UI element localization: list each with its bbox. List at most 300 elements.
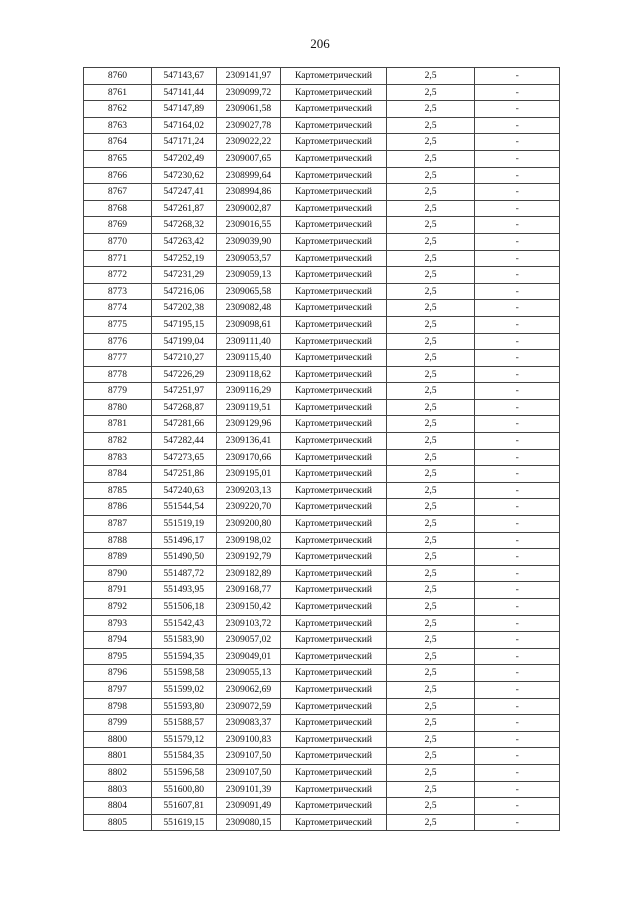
table-row xyxy=(84,383,560,400)
accuracy-cell: 2,5 xyxy=(386,731,475,748)
accuracy-cell: 2,5 xyxy=(386,233,475,250)
point-number-cell: 8801 xyxy=(84,748,152,765)
point-number-cell: 8767 xyxy=(84,184,152,201)
table-row xyxy=(84,250,560,267)
point-number-cell: 8770 xyxy=(84,233,152,250)
y-coordinate-cell: 2309136,41 xyxy=(216,433,281,450)
y-coordinate-cell: 2309022,22 xyxy=(216,134,281,151)
accuracy-cell: 2,5 xyxy=(386,350,475,367)
table-row xyxy=(84,814,560,831)
point-number-cell: 8804 xyxy=(84,798,152,815)
method-cell: Картометрический xyxy=(281,300,386,317)
page-number: 206 xyxy=(310,36,330,51)
note-cell: - xyxy=(475,267,560,284)
method-cell: Картометрический xyxy=(281,250,386,267)
y-coordinate-cell: 2309203,13 xyxy=(216,482,281,499)
x-coordinate-cell: 547141,44 xyxy=(151,84,216,101)
accuracy-cell: 2,5 xyxy=(386,101,475,118)
note-cell: - xyxy=(475,200,560,217)
method-cell: Картометрический xyxy=(281,117,386,134)
point-number-cell: 8774 xyxy=(84,300,152,317)
y-coordinate-cell: 2309016,55 xyxy=(216,217,281,234)
point-number-cell: 8803 xyxy=(84,781,152,798)
method-cell: Картометрический xyxy=(281,814,386,831)
x-coordinate-cell: 551588,57 xyxy=(151,715,216,732)
method-cell: Картометрический xyxy=(281,798,386,815)
x-coordinate-cell: 547202,38 xyxy=(151,300,216,317)
accuracy-cell: 2,5 xyxy=(386,466,475,483)
accuracy-cell: 2,5 xyxy=(386,632,475,649)
note-cell: - xyxy=(475,217,560,234)
accuracy-cell: 2,5 xyxy=(386,549,475,566)
accuracy-cell: 2,5 xyxy=(386,134,475,151)
note-cell: - xyxy=(475,715,560,732)
point-number-cell: 8784 xyxy=(84,466,152,483)
table-row xyxy=(84,565,560,582)
x-coordinate-cell: 547251,86 xyxy=(151,466,216,483)
x-coordinate-cell: 551583,90 xyxy=(151,632,216,649)
point-number-cell: 8765 xyxy=(84,150,152,167)
accuracy-cell: 2,5 xyxy=(386,781,475,798)
table-row xyxy=(84,134,560,151)
method-cell: Картометрический xyxy=(281,648,386,665)
accuracy-cell: 2,5 xyxy=(386,499,475,516)
y-coordinate-cell: 2309111,40 xyxy=(216,333,281,350)
point-number-cell: 8771 xyxy=(84,250,152,267)
point-number-cell: 8800 xyxy=(84,731,152,748)
y-coordinate-cell: 2309062,69 xyxy=(216,681,281,698)
method-cell: Картометрический xyxy=(281,482,386,499)
point-number-cell: 8798 xyxy=(84,698,152,715)
method-cell: Картометрический xyxy=(281,200,386,217)
point-number-cell: 8777 xyxy=(84,350,152,367)
point-number-cell: 8805 xyxy=(84,814,152,831)
table-row xyxy=(84,715,560,732)
method-cell: Картометрический xyxy=(281,748,386,765)
point-number-cell: 8790 xyxy=(84,565,152,582)
x-coordinate-cell: 547282,44 xyxy=(151,433,216,450)
y-coordinate-cell: 2309192,79 xyxy=(216,549,281,566)
x-coordinate-cell: 547210,27 xyxy=(151,350,216,367)
table-row xyxy=(84,499,560,516)
x-coordinate-cell: 547268,32 xyxy=(151,217,216,234)
note-cell: - xyxy=(475,764,560,781)
point-number-cell: 8778 xyxy=(84,366,152,383)
x-coordinate-cell: 551607,81 xyxy=(151,798,216,815)
accuracy-cell: 2,5 xyxy=(386,532,475,549)
method-cell: Картометрический xyxy=(281,781,386,798)
accuracy-cell: 2,5 xyxy=(386,217,475,234)
accuracy-cell: 2,5 xyxy=(386,715,475,732)
accuracy-cell: 2,5 xyxy=(386,200,475,217)
y-coordinate-cell: 2309059,13 xyxy=(216,267,281,284)
table-row xyxy=(84,200,560,217)
x-coordinate-cell: 551493,95 xyxy=(151,582,216,599)
note-cell: - xyxy=(475,383,560,400)
point-number-cell: 8782 xyxy=(84,433,152,450)
point-number-cell: 8783 xyxy=(84,449,152,466)
y-coordinate-cell: 2309220,70 xyxy=(216,499,281,516)
table-row xyxy=(84,516,560,533)
method-cell: Картометрический xyxy=(281,599,386,616)
method-cell: Картометрический xyxy=(281,134,386,151)
accuracy-cell: 2,5 xyxy=(386,565,475,582)
point-number-cell: 8766 xyxy=(84,167,152,184)
accuracy-cell: 2,5 xyxy=(386,150,475,167)
note-cell: - xyxy=(475,283,560,300)
note-cell: - xyxy=(475,798,560,815)
accuracy-cell: 2,5 xyxy=(386,482,475,499)
point-number-cell: 8769 xyxy=(84,217,152,234)
point-number-cell: 8768 xyxy=(84,200,152,217)
method-cell: Картометрический xyxy=(281,565,386,582)
x-coordinate-cell: 551579,12 xyxy=(151,731,216,748)
point-number-cell: 8764 xyxy=(84,134,152,151)
x-coordinate-cell: 547231,29 xyxy=(151,267,216,284)
method-cell: Картометрический xyxy=(281,366,386,383)
accuracy-cell: 2,5 xyxy=(386,250,475,267)
x-coordinate-cell: 551487,72 xyxy=(151,565,216,582)
table-row xyxy=(84,466,560,483)
x-coordinate-cell: 551619,15 xyxy=(151,814,216,831)
point-number-cell: 8773 xyxy=(84,283,152,300)
x-coordinate-cell: 551496,17 xyxy=(151,532,216,549)
x-coordinate-cell: 547263,42 xyxy=(151,233,216,250)
method-cell: Картометрический xyxy=(281,665,386,682)
y-coordinate-cell: 2309101,39 xyxy=(216,781,281,798)
point-number-cell: 8760 xyxy=(84,68,152,85)
x-coordinate-cell: 551506,18 xyxy=(151,599,216,616)
method-cell: Картометрический xyxy=(281,350,386,367)
x-coordinate-cell: 547230,62 xyxy=(151,167,216,184)
x-coordinate-cell: 547226,29 xyxy=(151,366,216,383)
method-cell: Картометрический xyxy=(281,698,386,715)
note-cell: - xyxy=(475,184,560,201)
method-cell: Картометрический xyxy=(281,399,386,416)
method-cell: Картометрический xyxy=(281,150,386,167)
note-cell: - xyxy=(475,814,560,831)
method-cell: Картометрический xyxy=(281,283,386,300)
note-cell: - xyxy=(475,250,560,267)
table-row xyxy=(84,681,560,698)
y-coordinate-cell: 2309082,48 xyxy=(216,300,281,317)
x-coordinate-cell: 547143,67 xyxy=(151,68,216,85)
x-coordinate-cell: 547199,04 xyxy=(151,333,216,350)
method-cell: Картометрический xyxy=(281,764,386,781)
table-row xyxy=(84,416,560,433)
y-coordinate-cell: 2309118,62 xyxy=(216,366,281,383)
table-row xyxy=(84,731,560,748)
y-coordinate-cell: 2308994,86 xyxy=(216,184,281,201)
table-row xyxy=(84,449,560,466)
x-coordinate-cell: 551593,80 xyxy=(151,698,216,715)
method-cell: Картометрический xyxy=(281,316,386,333)
accuracy-cell: 2,5 xyxy=(386,416,475,433)
accuracy-cell: 2,5 xyxy=(386,383,475,400)
x-coordinate-cell: 547240,63 xyxy=(151,482,216,499)
x-coordinate-cell: 551598,58 xyxy=(151,665,216,682)
y-coordinate-cell: 2309115,40 xyxy=(216,350,281,367)
y-coordinate-cell: 2309091,49 xyxy=(216,798,281,815)
accuracy-cell: 2,5 xyxy=(386,84,475,101)
table-row xyxy=(84,399,560,416)
accuracy-cell: 2,5 xyxy=(386,599,475,616)
table-row xyxy=(84,300,560,317)
point-number-cell: 8794 xyxy=(84,632,152,649)
note-cell: - xyxy=(475,532,560,549)
y-coordinate-cell: 2309007,65 xyxy=(216,150,281,167)
table-row xyxy=(84,217,560,234)
table-row xyxy=(84,117,560,134)
point-number-cell: 8763 xyxy=(84,117,152,134)
method-cell: Картометрический xyxy=(281,516,386,533)
accuracy-cell: 2,5 xyxy=(386,681,475,698)
y-coordinate-cell: 2309107,50 xyxy=(216,764,281,781)
note-cell: - xyxy=(475,416,560,433)
note-cell: - xyxy=(475,300,560,317)
accuracy-cell: 2,5 xyxy=(386,267,475,284)
note-cell: - xyxy=(475,449,560,466)
point-number-cell: 8775 xyxy=(84,316,152,333)
note-cell: - xyxy=(475,615,560,632)
y-coordinate-cell: 2309027,78 xyxy=(216,117,281,134)
method-cell: Картометрический xyxy=(281,731,386,748)
x-coordinate-cell: 551596,58 xyxy=(151,764,216,781)
point-number-cell: 8796 xyxy=(84,665,152,682)
note-cell: - xyxy=(475,333,560,350)
x-coordinate-cell: 547202,49 xyxy=(151,150,216,167)
method-cell: Картометрический xyxy=(281,184,386,201)
table-row xyxy=(84,316,560,333)
accuracy-cell: 2,5 xyxy=(386,814,475,831)
method-cell: Картометрический xyxy=(281,499,386,516)
x-coordinate-cell: 551599,02 xyxy=(151,681,216,698)
note-cell: - xyxy=(475,101,560,118)
note-cell: - xyxy=(475,466,560,483)
table-row xyxy=(84,781,560,798)
table-row xyxy=(84,68,560,85)
table-row xyxy=(84,648,560,665)
coordinates-table xyxy=(83,67,560,831)
point-number-cell: 8772 xyxy=(84,267,152,284)
method-cell: Картометрический xyxy=(281,416,386,433)
x-coordinate-cell: 547261,87 xyxy=(151,200,216,217)
point-number-cell: 8781 xyxy=(84,416,152,433)
y-coordinate-cell: 2309049,01 xyxy=(216,648,281,665)
accuracy-cell: 2,5 xyxy=(386,366,475,383)
method-cell: Картометрический xyxy=(281,233,386,250)
table-row xyxy=(84,433,560,450)
note-cell: - xyxy=(475,68,560,85)
point-number-cell: 8761 xyxy=(84,84,152,101)
y-coordinate-cell: 2309061,58 xyxy=(216,101,281,118)
accuracy-cell: 2,5 xyxy=(386,184,475,201)
note-cell: - xyxy=(475,150,560,167)
x-coordinate-cell: 551490,50 xyxy=(151,549,216,566)
y-coordinate-cell: 2309119,51 xyxy=(216,399,281,416)
x-coordinate-cell: 547195,15 xyxy=(151,316,216,333)
y-coordinate-cell: 2309055,13 xyxy=(216,665,281,682)
y-coordinate-cell: 2309182,89 xyxy=(216,565,281,582)
note-cell: - xyxy=(475,233,560,250)
note-cell: - xyxy=(475,134,560,151)
note-cell: - xyxy=(475,565,560,582)
note-cell: - xyxy=(475,632,560,649)
point-number-cell: 8802 xyxy=(84,764,152,781)
note-cell: - xyxy=(475,582,560,599)
accuracy-cell: 2,5 xyxy=(386,798,475,815)
table-row xyxy=(84,698,560,715)
table-row xyxy=(84,532,560,549)
coordinates-table-body xyxy=(84,68,560,831)
point-number-cell: 8780 xyxy=(84,399,152,416)
point-number-cell: 8793 xyxy=(84,615,152,632)
accuracy-cell: 2,5 xyxy=(386,615,475,632)
table-row xyxy=(84,101,560,118)
note-cell: - xyxy=(475,366,560,383)
x-coordinate-cell: 551542,43 xyxy=(151,615,216,632)
accuracy-cell: 2,5 xyxy=(386,117,475,134)
accuracy-cell: 2,5 xyxy=(386,748,475,765)
accuracy-cell: 2,5 xyxy=(386,582,475,599)
y-coordinate-cell: 2309039,90 xyxy=(216,233,281,250)
note-cell: - xyxy=(475,482,560,499)
point-number-cell: 8762 xyxy=(84,101,152,118)
point-number-cell: 8779 xyxy=(84,383,152,400)
accuracy-cell: 2,5 xyxy=(386,399,475,416)
accuracy-cell: 2,5 xyxy=(386,333,475,350)
accuracy-cell: 2,5 xyxy=(386,167,475,184)
note-cell: - xyxy=(475,665,560,682)
y-coordinate-cell: 2309103,72 xyxy=(216,615,281,632)
x-coordinate-cell: 547147,89 xyxy=(151,101,216,118)
method-cell: Картометрический xyxy=(281,449,386,466)
y-coordinate-cell: 2309098,61 xyxy=(216,316,281,333)
y-coordinate-cell: 2309057,02 xyxy=(216,632,281,649)
point-number-cell: 8795 xyxy=(84,648,152,665)
point-number-cell: 8799 xyxy=(84,715,152,732)
y-coordinate-cell: 2309168,77 xyxy=(216,582,281,599)
point-number-cell: 8788 xyxy=(84,532,152,549)
method-cell: Картометрический xyxy=(281,615,386,632)
table-row xyxy=(84,366,560,383)
table-row xyxy=(84,549,560,566)
point-number-cell: 8786 xyxy=(84,499,152,516)
y-coordinate-cell: 2308999,64 xyxy=(216,167,281,184)
note-cell: - xyxy=(475,84,560,101)
x-coordinate-cell: 551519,19 xyxy=(151,516,216,533)
y-coordinate-cell: 2309002,87 xyxy=(216,200,281,217)
accuracy-cell: 2,5 xyxy=(386,283,475,300)
x-coordinate-cell: 547252,19 xyxy=(151,250,216,267)
method-cell: Картометрический xyxy=(281,549,386,566)
table-row xyxy=(84,283,560,300)
note-cell: - xyxy=(475,731,560,748)
note-cell: - xyxy=(475,433,560,450)
y-coordinate-cell: 2309170,66 xyxy=(216,449,281,466)
x-coordinate-cell: 551600,80 xyxy=(151,781,216,798)
x-coordinate-cell: 551544,54 xyxy=(151,499,216,516)
accuracy-cell: 2,5 xyxy=(386,68,475,85)
table-row xyxy=(84,615,560,632)
note-cell: - xyxy=(475,399,560,416)
table-row xyxy=(84,333,560,350)
y-coordinate-cell: 2309080,15 xyxy=(216,814,281,831)
x-coordinate-cell: 551584,35 xyxy=(151,748,216,765)
note-cell: - xyxy=(475,167,560,184)
method-cell: Картометрический xyxy=(281,84,386,101)
accuracy-cell: 2,5 xyxy=(386,300,475,317)
note-cell: - xyxy=(475,781,560,798)
method-cell: Картометрический xyxy=(281,532,386,549)
method-cell: Картометрический xyxy=(281,582,386,599)
table-row xyxy=(84,482,560,499)
method-cell: Картометрический xyxy=(281,101,386,118)
y-coordinate-cell: 2309053,57 xyxy=(216,250,281,267)
method-cell: Картометрический xyxy=(281,68,386,85)
table-row xyxy=(84,798,560,815)
method-cell: Картометрический xyxy=(281,632,386,649)
table-row xyxy=(84,184,560,201)
accuracy-cell: 2,5 xyxy=(386,433,475,450)
method-cell: Картометрический xyxy=(281,217,386,234)
x-coordinate-cell: 547281,66 xyxy=(151,416,216,433)
note-cell: - xyxy=(475,350,560,367)
y-coordinate-cell: 2309065,58 xyxy=(216,283,281,300)
accuracy-cell: 2,5 xyxy=(386,648,475,665)
y-coordinate-cell: 2309195,01 xyxy=(216,466,281,483)
method-cell: Картометрический xyxy=(281,383,386,400)
accuracy-cell: 2,5 xyxy=(386,764,475,781)
x-coordinate-cell: 547216,06 xyxy=(151,283,216,300)
method-cell: Картометрический xyxy=(281,466,386,483)
accuracy-cell: 2,5 xyxy=(386,516,475,533)
y-coordinate-cell: 2309100,83 xyxy=(216,731,281,748)
table-row xyxy=(84,632,560,649)
note-cell: - xyxy=(475,549,560,566)
method-cell: Картометрический xyxy=(281,715,386,732)
x-coordinate-cell: 547268,87 xyxy=(151,399,216,416)
y-coordinate-cell: 2309129,96 xyxy=(216,416,281,433)
accuracy-cell: 2,5 xyxy=(386,316,475,333)
note-cell: - xyxy=(475,599,560,616)
method-cell: Картометрический xyxy=(281,681,386,698)
y-coordinate-cell: 2309141,97 xyxy=(216,68,281,85)
note-cell: - xyxy=(475,698,560,715)
y-coordinate-cell: 2309083,37 xyxy=(216,715,281,732)
table-row xyxy=(84,167,560,184)
table-row xyxy=(84,150,560,167)
x-coordinate-cell: 547164,02 xyxy=(151,117,216,134)
note-cell: - xyxy=(475,748,560,765)
method-cell: Картометрический xyxy=(281,433,386,450)
method-cell: Картометрический xyxy=(281,333,386,350)
point-number-cell: 8797 xyxy=(84,681,152,698)
table-row xyxy=(84,233,560,250)
table-row xyxy=(84,350,560,367)
table-row xyxy=(84,665,560,682)
accuracy-cell: 2,5 xyxy=(386,449,475,466)
note-cell: - xyxy=(475,117,560,134)
point-number-cell: 8789 xyxy=(84,549,152,566)
table-row xyxy=(84,84,560,101)
point-number-cell: 8785 xyxy=(84,482,152,499)
point-number-cell: 8787 xyxy=(84,516,152,533)
table-row xyxy=(84,748,560,765)
x-coordinate-cell: 547251,97 xyxy=(151,383,216,400)
table-row xyxy=(84,582,560,599)
point-number-cell: 8776 xyxy=(84,333,152,350)
